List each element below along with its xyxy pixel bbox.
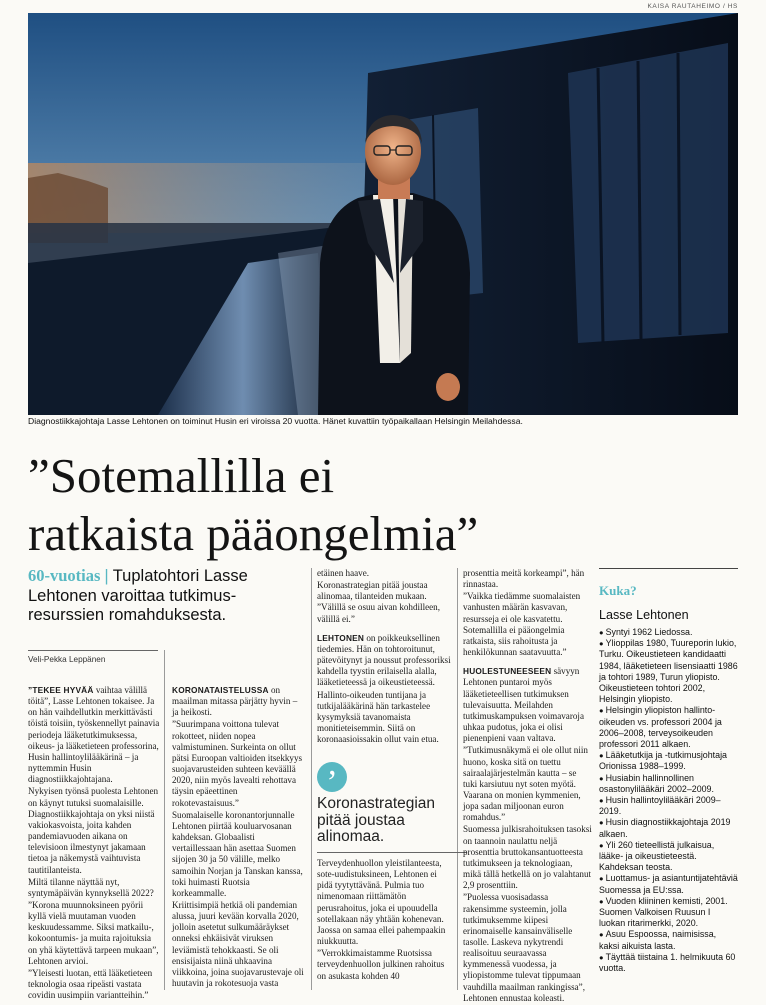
photo-credit: KAISA RAUTAHEIMO / HS bbox=[647, 3, 738, 10]
portrait-photo bbox=[28, 13, 738, 415]
body-paragraph: ”Verrokkimaistamme Ruotsissa terveydenhuollon julkinen rahoitus on asukasta kohden 40 bbox=[317, 948, 445, 981]
body-paragraph: Kriittisimpiä hetkiä oli pandemian alussa, juuri kevään korvalla 2020, jolloin asetetut sulkumääräykset onneksi ehkäisivät viruksen leviämistä tehokkaasti. Se oli ensisijaista niinä uhkaavina viikkoina, joina suojavarustevaje oli huutavin ja rokotesuoja vasta bbox=[172, 899, 304, 989]
section-text: sävyyn Lehtonen puntaroi myös lääketieteellisen tutkimuksen tulevaisuutta. Meilahden tutkimuskampuksen voimavaroja uhkaa pudotus, joka ei olisi pienenpieni vaan valtava. bbox=[463, 666, 584, 744]
lede-text: vaihtaa välillä töitä”, Lasse Lehtonen tokaisee. Ja on hän vaihdellutkin merkittävästi töistä toisiin, työskennellyt painavia periodeja lääketutkimuksessa, oikeus- ja lääketieteen professorina, Husin hallintoylilääkärinä – ja nyttemmin Husin diagnostiikkajohtajana. bbox=[28, 685, 160, 785]
bio-item: ● Husin hallintoylilääkäri 2009–2019. bbox=[599, 795, 738, 817]
body-paragraph: Terveydenhuollon yleistilanteesta, sote-uudistuksineen, Lehtonen ei pidä tyytyttävänä. Pulmia tuo nimenomaan riittämätön perusrahoitus, joka ei upouudella sotellakaan näy yhtään kohenevan. Jaossa on samaa ellei pahempaakin niukkuutta. bbox=[317, 858, 446, 947]
article-column-1 bbox=[28, 685, 160, 1002]
bio-list bbox=[599, 627, 738, 974]
body-paragraph: Nykyisen työnsä puolesta Lehtonen on käynyt tutuksi suomalaisille. Diagnostiikkajohtaja on yksi niistä vakiokasvoista, joita kahden pandemiavuoden aikana on televisioon ilmestynyt jakamaan tietoa ja näkemystä vaihtuvista tautitilanteista. bbox=[28, 786, 159, 875]
bio-item: ● Lääketutkija ja -tutkimusjohtaja Orionissa 1988–1999. bbox=[599, 750, 738, 772]
bio-item: ● Syntyi 1962 Liedossa. bbox=[599, 627, 738, 638]
body-paragraph: Koronastrategian pitää joustaa alinomaa, tilanteiden mukaan. ”Välillä se osuu aivan kohdilleen, välillä ei.” bbox=[317, 580, 440, 624]
section-text: on poikkeuksellinen tiedemies. Hän on tohtoroitunut, pätevöitynyt ja noussut professoriksi kahdella tyystin erilaisella alalla, lääketieteessä ja oikeustieteessä. bbox=[317, 632, 451, 688]
body-paragraph: ”Korona muunnoksineen pyörii kyllä vielä muutaman vuoden keskuudessamme. Siksi matkailu-, kokoontumis- ja muita rajoituksia on yhä käytettävä tarpeen mukaan”, Lehtonen arvioi. bbox=[28, 899, 159, 966]
body-paragraph: ”Tutkimusnäkymä ei ole ollut niin huono, koska sitä on tuettu sairaalajärjestelmän kautta – se tuki karsiutuu nyt soten myötä. Vaarana on monien kymmenien, jopa sadan miljoonan euron romahdus.” bbox=[463, 745, 588, 823]
bio-item: ● Ylioppilas 1980, Tuureporin lukio, Turku. Oikeustieteen kandidaatti 1984, lääketieteen lisensiaatti 1986 ja tohtori 1989, Turun yliopisto. Oikeustieteen tohtori 2002, Helsingin yliopisto. bbox=[599, 638, 738, 705]
article-column-4 bbox=[463, 568, 592, 1005]
body-paragraph: Hallinto-oikeuden tuntijana ja tutkijalääkärinä hän tarkastelee kysymyksiä tavanomaista monitieteisemmin. Siitä on koronaasioissakin ollut vain etua. bbox=[317, 689, 439, 745]
body-paragraph: ”Puolessa vuosisadassa rakensimme systeemin, jolla tutkimuksemme kiipesi erinomaiselle kansainväliselle tasolle. Laskeva nykytrendi realisoituu seuraavassa kymmenessä vuodessa, ja yliopistomme tulevat tippumaan vauhdilla maailman rankingissa”, Lehtonen ennustaa koleasti. bbox=[463, 892, 585, 1003]
body-paragraph: ”Suurimpana voittona tulevat rokotteet, niiden nopea valmistuminen. Surkeinta on ollut pätsi Euroopan valtioiden itsekkyys suojavarusteiden suhteen keväällä 2020, niin myös lavealti rehottava täysin epäeettinen rokotevastaisuus.” bbox=[172, 719, 303, 808]
section-paragraph bbox=[317, 633, 452, 689]
body-paragraph: ”Yleisesti luotan, että lääketieteen teknologia osaa ripeästi vastata covidin uusimpiin variantteihin.” bbox=[28, 967, 153, 1001]
article-column-3 bbox=[317, 568, 452, 746]
bio-item: ● Vuoden kliininen kemisti, 2001. Suomen Valkoisen Ruusun I luokan ritarimerkki, 2020. bbox=[599, 896, 738, 930]
section-label: LEHTONEN bbox=[317, 632, 365, 643]
article-column-3-bottom bbox=[317, 858, 452, 983]
lead-text: Tuplatohtori Lasse Lehtonen varoittaa tutkimusresurssien romahduksesta. bbox=[28, 567, 248, 624]
bio-item: ● Husiabin hallinnollinen osastonylilääkäri 2002–2009. bbox=[599, 773, 738, 795]
section-label: HUOLESTUNEESEEN bbox=[463, 666, 552, 677]
info-box-title: Kuka? bbox=[599, 583, 637, 598]
section-text: on maailman mitassa pärjätty hyvin – ja heikosti. bbox=[172, 685, 298, 718]
opening-paragraph bbox=[28, 685, 160, 785]
body-paragraph: Suomalaiselle koronantorjunnalle Lehtonen piirtää kouluarvosanan kahdeksan. Globaalisti vertaillessaan hän asettaa Suomen sijojen 30 ja 50 välille, melko samoihin Norjan ja Tanskan kanssa, toki huimasti Ruotsia korkeammalle. bbox=[172, 809, 303, 898]
bio-item: ● Yli 260 tieteellistä julkaisua, lääke- ja oikeustieteestä. Kahdeksan teosta. bbox=[599, 840, 738, 874]
age-kicker: 60-vuotias bbox=[28, 566, 101, 585]
section-paragraph bbox=[463, 666, 592, 744]
lead-paragraph bbox=[28, 566, 303, 626]
kuka-info-box bbox=[599, 568, 738, 974]
lede-label: ”TEKEE HYVÄÄ bbox=[28, 685, 94, 695]
portrait-illustration bbox=[28, 13, 738, 415]
kicker-separator: | bbox=[104, 567, 109, 585]
bio-item: ● Husin diagnostiikkajohtaja 2019 alkaen. bbox=[599, 817, 738, 839]
bio-item: ● Helsingin yliopiston hallinto-oikeuden vs. professori 2004 ja 2006–2008, terveysoikeuden professori 2011 alkaen. bbox=[599, 705, 738, 750]
info-box-name: Lasse Lehtonen bbox=[599, 608, 689, 622]
column-divider bbox=[457, 568, 458, 990]
bio-item: ● Luottamus- ja asiantuntijatehtäviä Suomessa ja EU:ssa. bbox=[599, 873, 738, 895]
section-label: KORONATAISTELUSSA bbox=[172, 685, 269, 695]
byline: Veli-Pekka Leppänen bbox=[28, 650, 158, 664]
body-paragraph: ”Vaikka tiedämme suomalaisten vanhusten määrän kasvavan, resursseja ei ole kasvatettu. Sotemallilla ei pääongelmia ratkaista, siis rahoitusta ja henkilökunnan saatavuutta.” bbox=[463, 591, 581, 658]
body-paragraph: prosenttia meitä korkeampi”, hän rinnastaa. bbox=[463, 568, 585, 590]
bio-item: ● Asuu Espoossa, naimisissa, kaksi aikuista lasta. bbox=[599, 929, 738, 951]
body-paragraph: etäinen haave. bbox=[317, 568, 370, 578]
body-paragraph: Suomessa julkisrahoituksen tasoksi on taannoin naulattu neljä prosenttia bruttokansantuotteesta tutkimukseen ja teknologiaan, mikä tällä hetkellä on jo valahtanut 2,9 prosenttiin. bbox=[463, 824, 592, 891]
pull-quote: Koronastrategian pitää joustaa alinomaa. bbox=[317, 795, 436, 845]
headline: ”Sotemallilla ei ratkaista pääongelmia” bbox=[28, 448, 479, 561]
pull-quote-rule bbox=[317, 852, 467, 853]
section-paragraph bbox=[172, 685, 306, 718]
article-column-2 bbox=[172, 685, 306, 990]
column-divider bbox=[164, 650, 165, 990]
body-paragraph: Miltä tilanne näyttää nyt, syntymäpäivän kynnyksellä 2022? bbox=[28, 876, 154, 898]
quote-mark-icon: ’ bbox=[317, 762, 347, 792]
photo-caption: Diagnostiikkajohtaja Lasse Lehtonen on toiminut Husin eri viroissa 20 vuotta. Hänet kuvattiin työpaikallaan Helsingin Meilahdessa. bbox=[28, 416, 523, 426]
bio-item: ● Täyttää tiistaina 1. helmikuuta 60 vuotta. bbox=[599, 952, 738, 974]
column-divider bbox=[311, 568, 312, 990]
